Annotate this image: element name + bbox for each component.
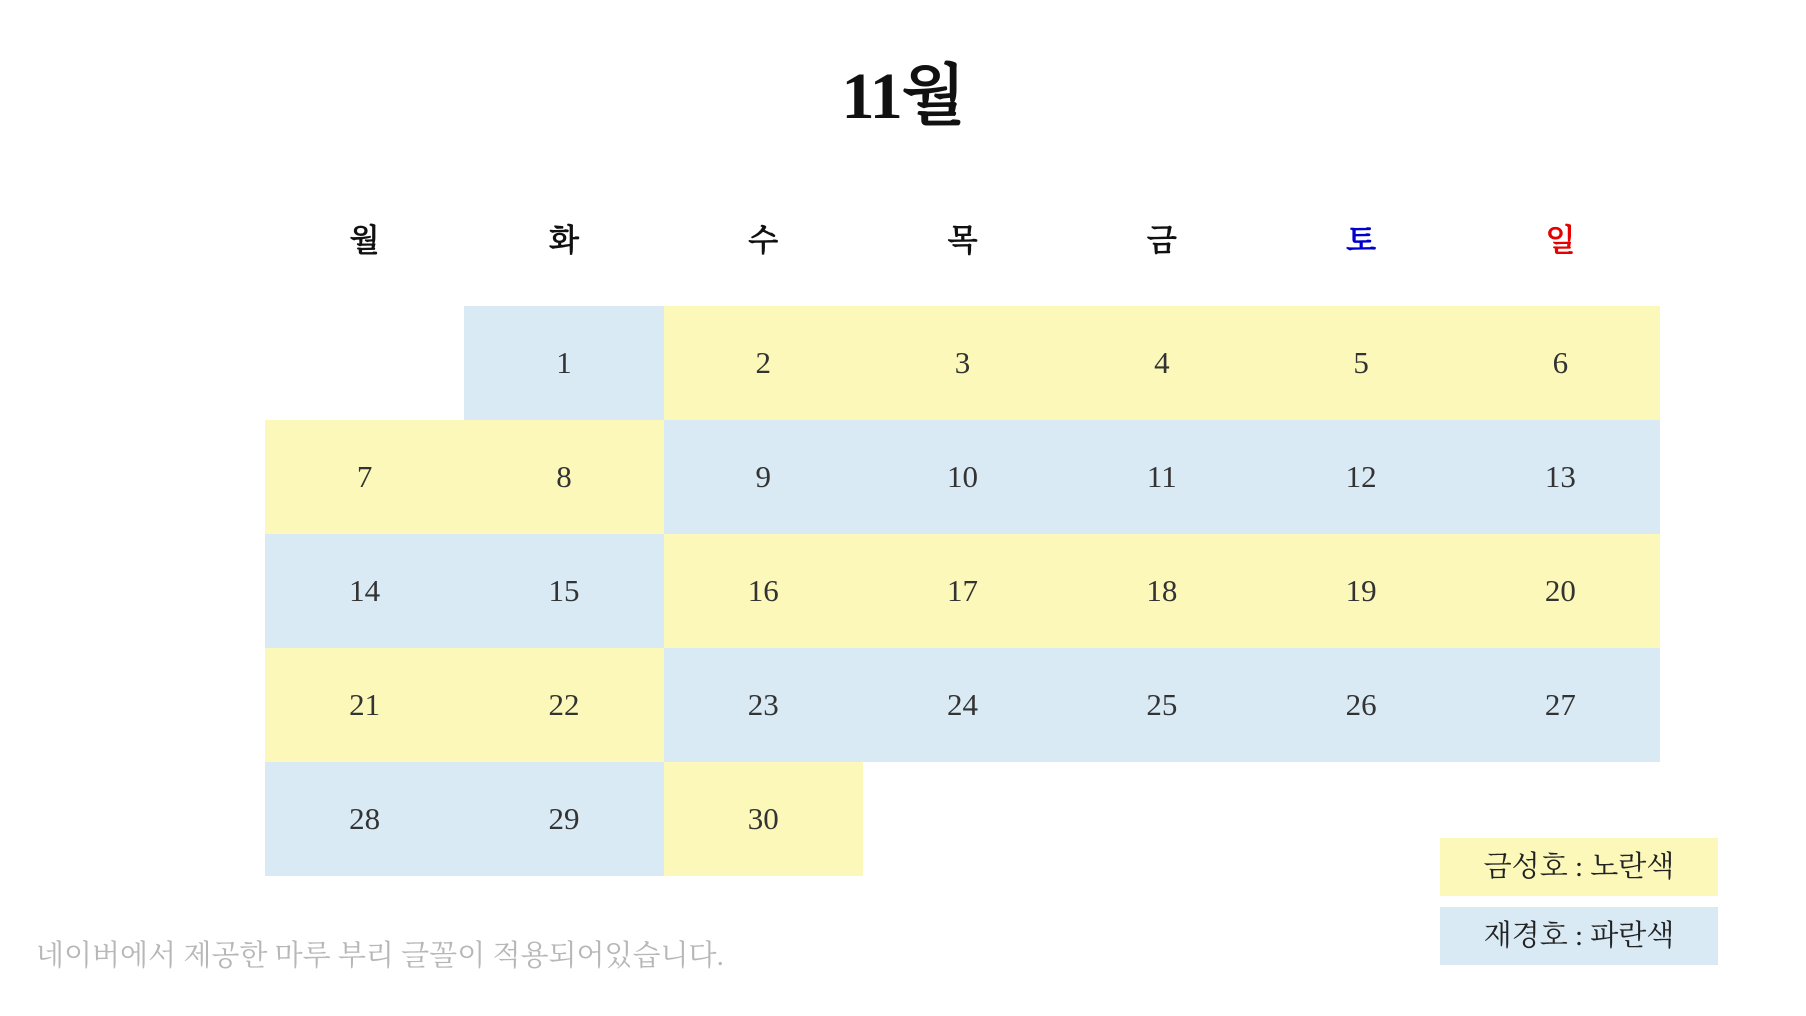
calendar-day-cell[interactable]: 16 xyxy=(664,534,863,648)
calendar-day-cell[interactable]: 8 xyxy=(464,420,663,534)
calendar-day-cell[interactable]: 19 xyxy=(1261,534,1460,648)
calendar-day-cell[interactable] xyxy=(265,306,464,420)
calendar-table xyxy=(265,215,1660,876)
calendar-day-cell[interactable]: 2 xyxy=(664,306,863,420)
calendar-day-cell[interactable]: 17 xyxy=(863,534,1062,648)
calendar-day-cell[interactable]: 3 xyxy=(863,306,1062,420)
legend xyxy=(1440,838,1718,976)
calendar-day-cell[interactable]: 24 xyxy=(863,648,1062,762)
legend-item-yellow: 금성호 : 노란색 xyxy=(1440,838,1718,896)
calendar-day-cell[interactable]: 7 xyxy=(265,420,464,534)
calendar-day-cell[interactable]: 6 xyxy=(1461,306,1660,420)
weekday-header-sun: 일 xyxy=(1545,223,1576,258)
calendar-week-row xyxy=(265,420,1660,534)
calendar-day-cell[interactable]: 11 xyxy=(1062,420,1261,534)
legend-item-blue: 재경호 : 파란색 xyxy=(1440,907,1718,965)
calendar-day-cell[interactable] xyxy=(863,762,1062,876)
calendar-day-cell[interactable]: 10 xyxy=(863,420,1062,534)
weekday-header-fri: 금 xyxy=(1146,223,1177,258)
weekday-header-sat: 토 xyxy=(1346,223,1377,258)
footnote: 네이버에서 제공한 마루 부리 글꼴이 적용되어있습니다. xyxy=(36,940,724,972)
calendar-day-cell[interactable]: 5 xyxy=(1261,306,1460,420)
calendar-day-cell[interactable]: 26 xyxy=(1261,648,1460,762)
calendar-day-cell[interactable] xyxy=(1261,762,1460,876)
calendar-body xyxy=(265,306,1660,876)
calendar-week-row xyxy=(265,306,1660,420)
calendar-day-cell[interactable]: 14 xyxy=(265,534,464,648)
calendar-day-cell[interactable]: 21 xyxy=(265,648,464,762)
calendar-weekday-header xyxy=(265,215,1660,306)
calendar-day-cell[interactable]: 29 xyxy=(464,762,663,876)
calendar-day-cell[interactable]: 27 xyxy=(1461,648,1660,762)
calendar-day-cell[interactable] xyxy=(1062,762,1261,876)
calendar-day-cell[interactable]: 9 xyxy=(664,420,863,534)
calendar-day-cell[interactable]: 23 xyxy=(664,648,863,762)
weekday-header-wed: 수 xyxy=(748,223,779,258)
calendar-week-row xyxy=(265,648,1660,762)
calendar-day-cell[interactable]: 30 xyxy=(664,762,863,876)
calendar-week-row xyxy=(265,534,1660,648)
calendar-day-cell[interactable]: 12 xyxy=(1261,420,1460,534)
weekday-header-thu: 목 xyxy=(947,223,978,258)
calendar-day-cell[interactable]: 22 xyxy=(464,648,663,762)
calendar-day-cell[interactable]: 15 xyxy=(464,534,663,648)
calendar-day-cell[interactable]: 1 xyxy=(464,306,663,420)
weekday-header-mon: 월 xyxy=(349,223,380,258)
calendar-day-cell[interactable]: 18 xyxy=(1062,534,1261,648)
page-title: 11월 xyxy=(841,60,965,133)
weekday-header-tue: 화 xyxy=(548,223,579,258)
calendar-day-cell[interactable]: 20 xyxy=(1461,534,1660,648)
calendar-day-cell[interactable]: 13 xyxy=(1461,420,1660,534)
calendar-day-cell[interactable]: 25 xyxy=(1062,648,1261,762)
calendar-day-cell[interactable]: 4 xyxy=(1062,306,1261,420)
calendar-day-cell[interactable]: 28 xyxy=(265,762,464,876)
